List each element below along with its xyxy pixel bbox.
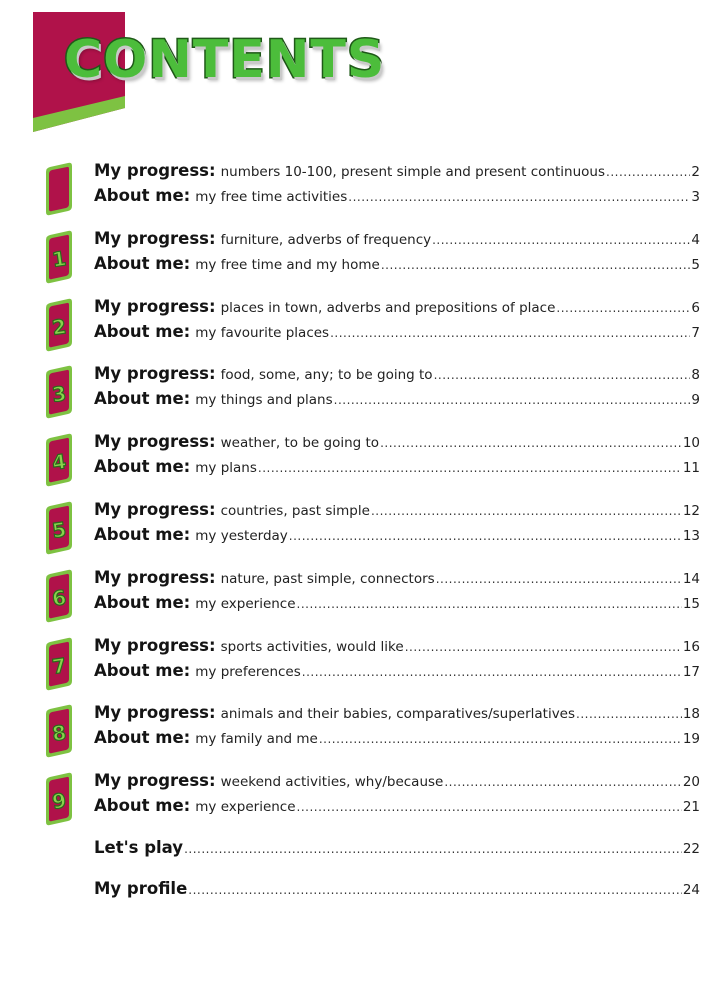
- dot-leader: [576, 707, 682, 721]
- unit-badge: [42, 365, 74, 419]
- unit-number: 5: [50, 517, 68, 543]
- dot-leader: [606, 165, 690, 179]
- progress-entry: [94, 636, 700, 658]
- progress-entry: [94, 161, 700, 183]
- entry-label: About me:: [94, 796, 191, 815]
- dot-leader: [319, 732, 682, 746]
- page-number: 7: [691, 325, 700, 341]
- dot-leader: [289, 529, 682, 543]
- unit-number: 6: [50, 585, 68, 611]
- dot-leader: [348, 190, 690, 204]
- page-number: 13: [682, 528, 700, 544]
- dot-leader: [302, 665, 682, 679]
- page-number: 2: [691, 164, 700, 180]
- about-me-entry: [94, 796, 700, 818]
- page-number: 5: [691, 257, 700, 273]
- dot-leader: [371, 504, 682, 518]
- page-title: CONTENTS: [64, 30, 386, 90]
- about-me-entry: [94, 322, 700, 344]
- progress-entry: [94, 432, 700, 454]
- unit-badge: [42, 433, 74, 487]
- entry-label: My progress:: [94, 161, 216, 180]
- entry-text: weekend activities, why/because: [220, 774, 444, 790]
- dot-leader: [380, 436, 682, 450]
- page-number: 21: [682, 799, 700, 815]
- entry-label: My progress:: [94, 229, 216, 248]
- dot-leader: [334, 393, 691, 407]
- entry-text: nature, past simple, connectors: [220, 571, 435, 587]
- about-me-entry: [94, 525, 700, 547]
- entry-label: My progress:: [94, 636, 216, 655]
- unit-number: 2: [50, 314, 68, 340]
- unit-badge: [42, 298, 74, 352]
- entry-text: sports activities, would like: [220, 639, 404, 655]
- about-me-entry: [94, 593, 700, 615]
- dot-leader: [184, 842, 682, 856]
- entry-label: My progress:: [94, 432, 216, 451]
- progress-entry: [94, 364, 700, 386]
- unit-badge: [42, 230, 74, 284]
- entry-text: countries, past simple: [220, 503, 370, 519]
- about-me-entry: [94, 728, 700, 750]
- page-number: 18: [682, 706, 700, 722]
- progress-entry: [94, 703, 700, 725]
- dot-leader: [297, 800, 682, 814]
- entry-label: My progress:: [94, 297, 216, 316]
- unit-number: 8: [50, 720, 68, 746]
- entry-label: About me:: [94, 322, 191, 341]
- progress-entry: [94, 500, 700, 522]
- entry-label: Let's play: [94, 838, 184, 857]
- entry-text: animals and their babies, comparatives/superlatives: [220, 706, 576, 722]
- entry-text: furniture, adverbs of frequency: [220, 232, 432, 248]
- dot-leader: [381, 258, 691, 272]
- entry-text: my free time activities: [195, 189, 348, 205]
- page-number: 6: [691, 300, 700, 316]
- page-number: 11: [682, 460, 700, 476]
- unit-number: 3: [50, 381, 68, 407]
- progress-entry: [94, 229, 700, 251]
- entry-label: About me:: [94, 593, 191, 612]
- unit-badge: [42, 501, 74, 555]
- unit-number: 4: [50, 449, 68, 475]
- entry-text: my preferences: [195, 664, 301, 680]
- dot-leader: [436, 572, 682, 586]
- entry-label: My progress:: [94, 364, 216, 383]
- progress-entry: [94, 771, 700, 793]
- entry-label: About me:: [94, 457, 191, 476]
- page-number: 24: [682, 882, 700, 898]
- dot-leader: [432, 233, 690, 247]
- entry-text: my experience: [195, 596, 296, 612]
- page-number: 15: [682, 596, 700, 612]
- entry-text: places in town, adverbs and prepositions of place: [220, 300, 556, 316]
- entry-label: About me:: [94, 186, 191, 205]
- unit-badge: [42, 162, 74, 216]
- entry-text: my experience: [195, 799, 296, 815]
- entry-label: My progress:: [94, 568, 216, 587]
- unit-badge: [42, 704, 74, 758]
- dot-leader: [444, 775, 681, 789]
- unit-number: 7: [50, 653, 68, 679]
- entry-text: food, some, any; to be going to: [220, 367, 433, 383]
- entry-label: About me:: [94, 661, 191, 680]
- entry-text: my free time and my home: [195, 257, 380, 273]
- dot-leader: [405, 640, 682, 654]
- dot-leader: [434, 368, 691, 382]
- about-me-entry: [94, 457, 700, 479]
- entry-label: My progress:: [94, 703, 216, 722]
- entry-text: my things and plans: [195, 392, 333, 408]
- unit-badge: [42, 637, 74, 691]
- entry-text: weather, to be going to: [220, 435, 380, 451]
- page-number: 22: [682, 841, 700, 857]
- dot-leader: [556, 301, 690, 315]
- page-number: 16: [682, 639, 700, 655]
- about-me-entry: [94, 661, 700, 683]
- unit-badge: [42, 772, 74, 826]
- unit-number: 1: [50, 246, 68, 272]
- progress-entry: [94, 568, 700, 590]
- page-number: 14: [682, 571, 700, 587]
- entry-label: About me:: [94, 728, 191, 747]
- about-me-entry: [94, 254, 700, 276]
- entry-text: my family and me: [195, 731, 318, 747]
- page-number: 12: [682, 503, 700, 519]
- entry-label: About me:: [94, 389, 191, 408]
- entry-label: About me:: [94, 525, 191, 544]
- about-me-entry: [94, 389, 700, 411]
- dot-leader: [297, 597, 682, 611]
- entry-label: My profile: [94, 879, 188, 898]
- extra-entry: [94, 879, 700, 901]
- page-number: 4: [691, 232, 700, 248]
- unit-badge: [42, 569, 74, 623]
- progress-entry: [94, 297, 700, 319]
- about-me-entry: [94, 186, 700, 208]
- page-number: 10: [682, 435, 700, 451]
- page-number: 8: [691, 367, 700, 383]
- entry-text: my plans: [195, 460, 257, 476]
- entry-label: My progress:: [94, 771, 216, 790]
- page-number: 19: [682, 731, 700, 747]
- entry-label: About me:: [94, 254, 191, 273]
- page-number: 17: [682, 664, 700, 680]
- entry-text: my yesterday: [195, 528, 288, 544]
- dot-leader: [258, 461, 682, 475]
- extra-entry: [94, 838, 700, 860]
- page-number: 3: [691, 189, 700, 205]
- page-number: 20: [682, 774, 700, 790]
- dot-leader: [330, 326, 690, 340]
- unit-number: 9: [50, 788, 68, 814]
- entry-text: my favourite places: [195, 325, 330, 341]
- entry-text: numbers 10-100, present simple and present continuous: [220, 164, 606, 180]
- page-number: 9: [691, 392, 700, 408]
- entry-label: My progress:: [94, 500, 216, 519]
- dot-leader: [188, 883, 682, 897]
